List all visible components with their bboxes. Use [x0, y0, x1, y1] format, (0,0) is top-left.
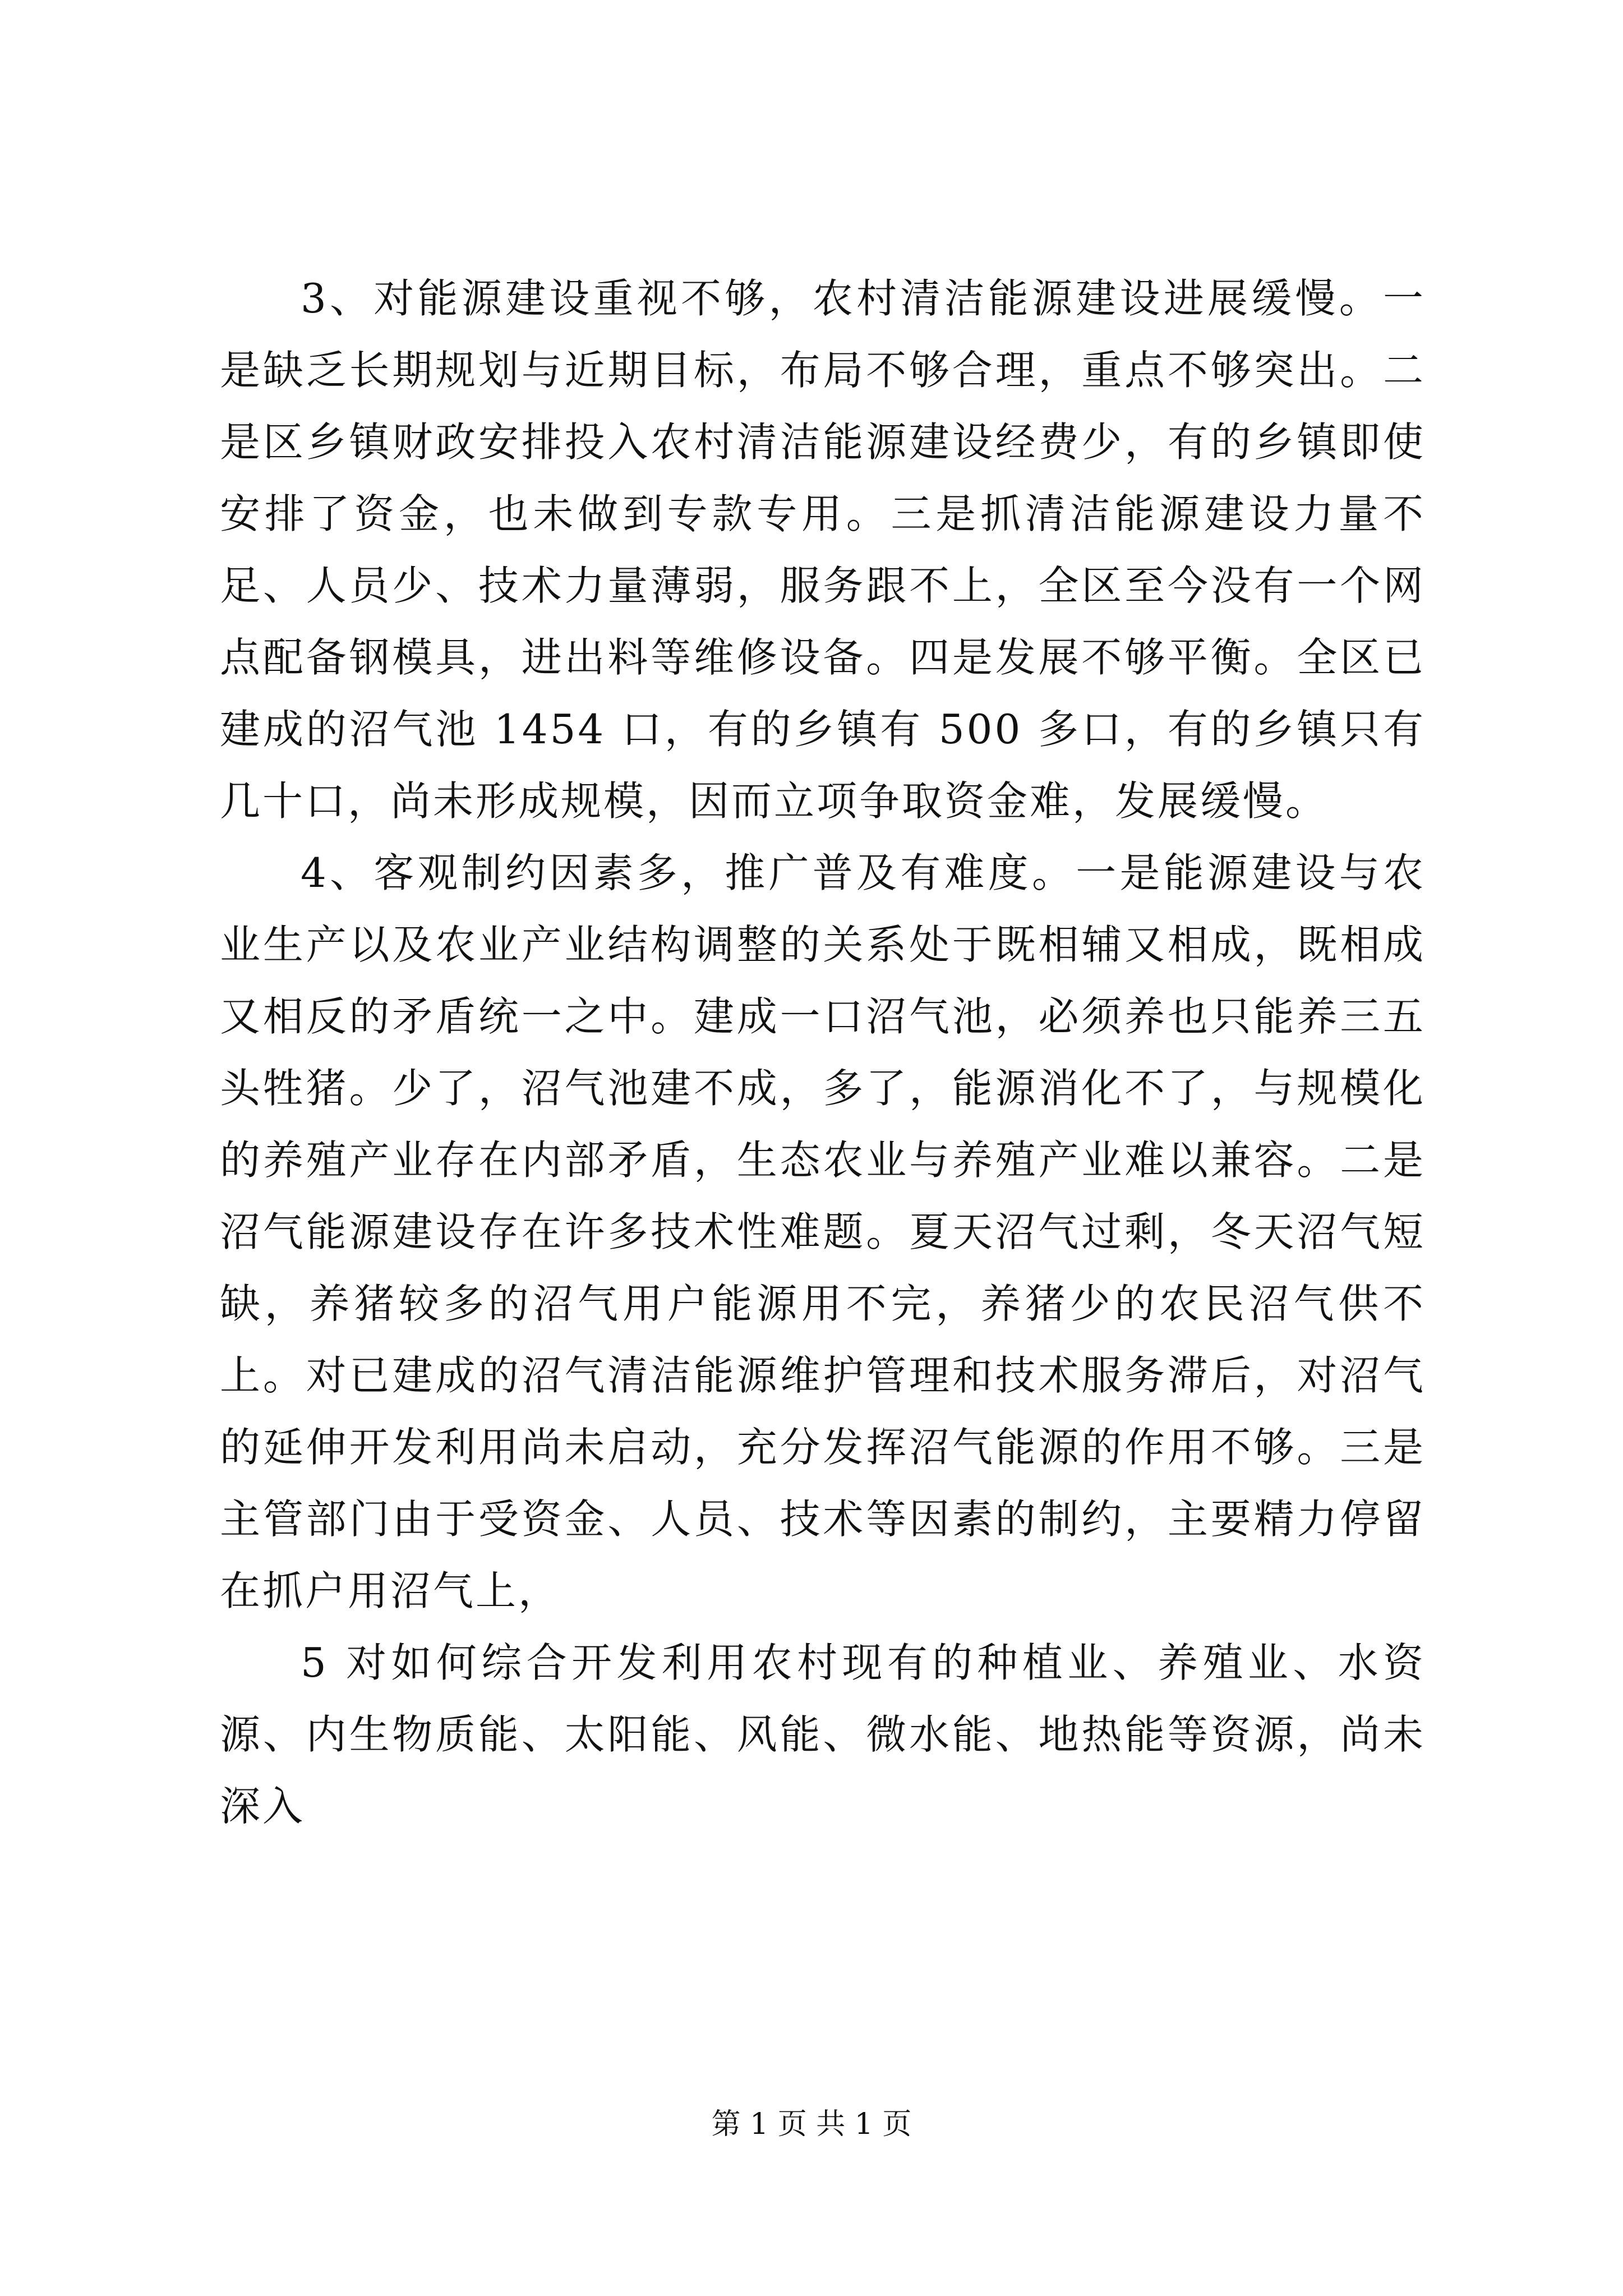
- paragraph-5: 5 对如何综合开发利用农村现有的种植业、养殖业、水资源、内生物质能、太阳能、风能、微水能、地热能等资源，尚未深入: [220, 1639, 1426, 1830]
- paragraph-3: 3、对能源建设重视不够，农村清洁能源建设进展缓慢。一是缺乏长期规划与近期目标，布局不够合理，重点不够突出。二是区乡镇财政安排投入农村清洁能源建设经费少，有的乡镇即使安排了资金，也未做到专款专用。三是抓清洁能源建设力量不足、人员少、技术力量薄弱，服务跟不上，全区至今没有一个网点配备钢模具，进出料等维修设备。四是发展不够平衡。全区已建成的沼气池 1454 口，有的乡镇有 500 多口，有的乡镇只有几十口，尚未形成规模，因而立项争取资金难，发展缓慢。: [220, 275, 1426, 825]
- body-text: [220, 263, 1426, 1842]
- paragraph-4: 4、客观制约因素多，推广普及有难度。一是能源建设与农业生产以及农业产业结构调整的关系处于既相辅又相成，既相成又相反的矛盾统一之中。建成一口沼气池，必须养也只能养三五头牲猪。少了，沼气池建不成，多了，能源消化不了，与规模化的养殖产业存在内部矛盾，生态农业与养殖产业难以兼容。二是沼气能源建设存在许多技术性难题。夏天沼气过剩，冬天沼气短缺，养猪较多的沼气用户能源用不完，养猪少的农民沼气供不上。对已建成的沼气清洁能源维护管理和技术服务滞后，对沼气的延伸开发利用尚未启动，充分发挥沼气能源的作用不够。三是主管部门由于受资金、人员、技术等因素的制约，主要精力停留在抓户用沼气上，: [220, 849, 1426, 1614]
- page-footer: 第 1 页 共 1 页: [711, 2108, 912, 2141]
